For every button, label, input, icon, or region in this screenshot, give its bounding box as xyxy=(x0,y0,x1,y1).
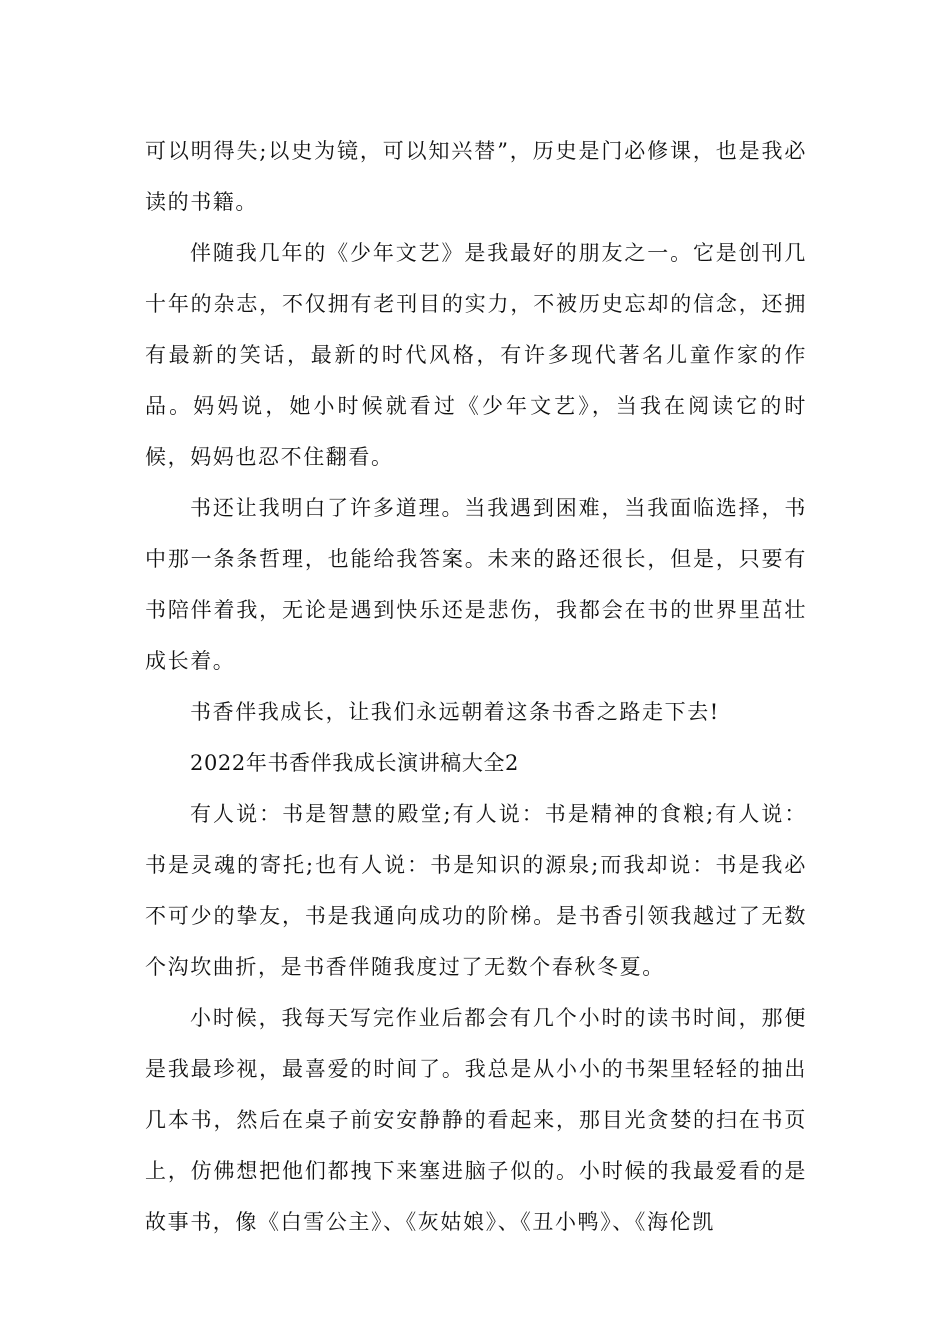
paragraph-3: 书还让我明白了许多道理。当我遇到困难，当我面临选择，书中那一条条哲理，也能给我答案。未来的路还很长，但是，只要有书陪伴着我，无论是遇到快乐还是悲伤，我都会在书的世界里茁壮成长着。 xyxy=(145,496,807,673)
paragraph-1: 可以明得失;以史为镜，可以知兴替”，历史是门必修课，也是我必读的书籍。 xyxy=(145,139,807,214)
paragraph-4: 书香伴我成长，让我们永远朝着这条书香之路走下去! xyxy=(190,700,720,724)
document-body xyxy=(145,126,807,1248)
section-heading: 2022年书香伴我成长演讲稿大全2 xyxy=(190,751,520,775)
paragraph-5: 有人说：书是智慧的殿堂;有人说：书是精神的食粮;有人说：书是灵魂的寄托;也有人说：书是知识的源泉;而我却说：书是我必不可少的挚友，书是我通向成功的阶梯。是书香引领我越过了无数个沟坎曲折，是书香伴随我度过了无数个春秋冬夏。 xyxy=(145,802,807,979)
paragraph-6: 小时候，我每天写完作业后都会有几个小时的读书时间，那便是我最珍视，最喜爱的时间了。我总是从小小的书架里轻轻的抽出几本书，然后在桌子前安安静静的看起来，那目光贪婪的扫在书页上，仿佛想把他们都拽下来塞进脑子似的。小时候的我最爱看的是故事书，像《白雪公主》、《灰姑娘》、《丑小鸭》、《海伦凯 xyxy=(145,1006,807,1234)
paragraph-2: 伴随我几年的《少年文艺》是我最好的朋友之一。它是创刊几十年的杂志，不仅拥有老刊目的实力，不被历史忘却的信念，还拥有最新的笑话，最新的时代风格，有许多现代著名儿童作家的作品。妈妈说，她小时候就看过《少年文艺》，当我在阅读它的时候，妈妈也忍不住翻看。 xyxy=(145,241,807,469)
